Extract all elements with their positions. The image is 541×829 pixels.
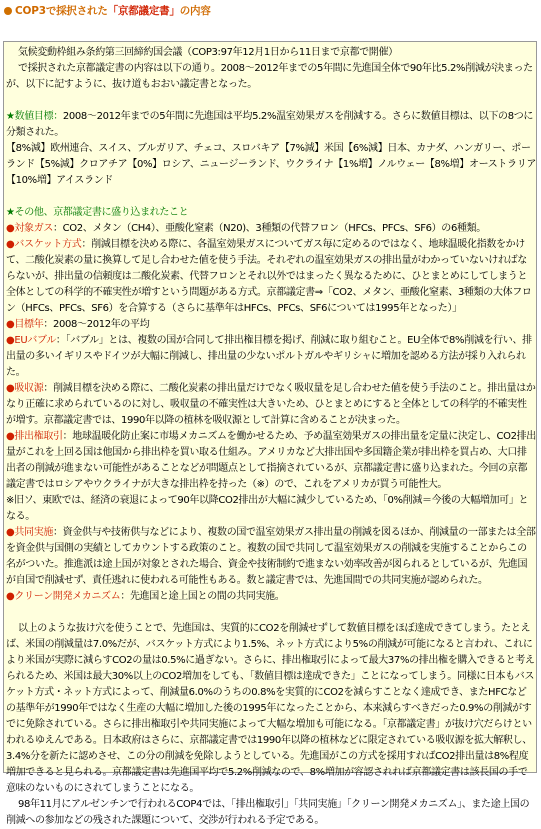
item-text: ：地球温暖化防止案に市場メカニズムを働かせるため、予め温室効果ガスの排出量を定量に決定し、CO2排出量がこれを上回る国は他国から排出枠を買い取る仕組み。アメリカなど大排出国や多国籍企業が排出枠を買占め、大口排出者の削減が進まない可能性があることなどが問題点として指摘されているが、京都議定書に盛り込まれた。今回の京都議定書ではロシアやウクライナが大きな排出枠を持った（※）ので、これをアメリカが買う可能性大。 xyxy=(6,431,536,490)
item-label: クリーン開発メカニズム xyxy=(14,591,121,602)
item-text: ：2008～2012年の平均 xyxy=(43,319,150,330)
page-title-text xyxy=(15,3,211,19)
bullet-icon: ● xyxy=(6,239,15,250)
others-heading: ★その他、京都議定書に盛り込まれたこと xyxy=(6,207,189,218)
bullet-icon: ● xyxy=(6,431,15,442)
item-text: ：CO2、メタン（CH4）、亜酸化窒素（N20)、3種類の代替フロン（HFCs、PFCs、SF6）の6種類。 xyxy=(53,223,486,234)
item-eu-bubble xyxy=(6,333,536,381)
item-footnote: ※旧ソ、東欧では、経済の衰退によって90年以降CO2排出が大幅に減少しているため、「0%削減＝今後の大幅増加可」となる。 xyxy=(6,495,529,522)
item-text: ：「バブル」とは、複数の国が合同して排出権目標を掲げ、削減に取り組むこと。EU全体で8%削減を行い、排出量の多いイギリスやドイツが大幅に削減し、排出量の少ないポルトガルやギリシャに増加を認める方法が採り入れられた。 xyxy=(6,335,532,378)
bullet-icon: ● xyxy=(6,319,15,330)
title-suffix: の内容 xyxy=(179,5,211,17)
bullet-icon: ● xyxy=(6,527,15,538)
item-label: 目標年 xyxy=(14,319,44,330)
intro-line-1: 気候変動枠組み条約第三回締約国会議（COP3:97年12月1日から11日まで京都で開催） xyxy=(18,47,398,58)
item-label: EUバブル xyxy=(14,335,56,346)
item-joint-implementation xyxy=(6,525,536,589)
item-label: 排出権取引 xyxy=(14,431,63,442)
bullet-icon: ● xyxy=(6,335,15,346)
bullet-icon: ● xyxy=(6,383,15,394)
item-text: ：資金供与や技術供与などにより、複数の国で温室効果ガス排出量の削減を図るほか、削減量の一部または全部を資金供与国側の実績としてカウントする政策のこと。複数の国で共同して温室効果ガスの削減を実施することからこの名がついた。推進派は途上国が対象とされた場合、資金や技術制約で進まない効率改善が図られるとしているが、先進国が自国で削減せず、責任逃れに使われる可能性もある。数と議定書では、先進国間での共同実施が認められた。 xyxy=(6,527,536,586)
page-title xyxy=(3,3,538,19)
targets-paragraph xyxy=(6,109,536,141)
item-text: ：先進国と途上国との間の共同実施。 xyxy=(120,591,285,602)
title-prefix: COP3で採択された xyxy=(15,5,108,17)
item-label: 対象ガス xyxy=(14,223,53,234)
spacer xyxy=(6,189,536,205)
title-quoted: 「京都議定書」 xyxy=(107,5,180,17)
targets-heading: ★数値目標： xyxy=(6,111,63,122)
item-label: 吸収源 xyxy=(14,383,44,394)
bullet-icon: ● xyxy=(6,591,15,602)
item-target-gases xyxy=(6,221,536,237)
item-clean-development xyxy=(6,589,536,605)
conclusion-paragraph: 以上のような抜け穴を使うことで、先進国は、実質的にCO2を削減せずして数値目標をほぼ達成できてしまう。たとえば、米国の削減量は7.0%だが、バスケット方式により1.5%、ネット方式により5%の削減が可能になると言われ、これにより米国が実際に減らすCO2の量は0.5%に過ぎない。さらに、排出権取引によって最大37%の排出権を購入できると考えられるため、米国は最大30%以上のCO2増加をしても、「数値目標は達成できた」ことになってしまう。同様に日本もバスケット方式・ネット方式によって、削減量6.0%のうちの0.8%を実質的にCO2を減らすことなく達成でき、またHFCなどの基準年が1990年ではなく生産の大幅に増加した後の1995年になったことから、本来減らすべきだった0.9%の削減がすでに免除されている。さらに排出権取引や共同実施によって大幅な増加も可能になる。「京都議定書」が抜け穴だらけといわれるゆえんである。日本政府はさらに、京都議定書では1990年以降の植林などに限定されている吸収源を拡大解釈し、3.4%分を新たに認めさせ、この分の削減を免除しようとしている。先進国がこの方式を採用すればCO2排出量は8%程度増加できると見られる。京都議定書は先進国平均で5.2%削減なので、8%増加が容認されれば京都議定書は該長国の手で意味のないものにされてしまうことになる。 xyxy=(6,623,535,794)
content-box xyxy=(3,41,537,826)
item-sinks xyxy=(6,381,536,429)
spacer xyxy=(6,93,536,109)
item-text: ：削減目標を決める際に、各温室効果ガスについてガス毎に定めるのではなく、地球温暖化指数をかけて、二酸化炭素の量に換算して足し合わせた値を使う手法。それぞれの温室効果ガスの排出量がわかっていないければならないが、排出量の信頼度は二酸化炭素、代替フロンとそれ以外ではまったく異なるために、ひとまとめにしてしまうと全体としての科学的不確実性が増すという問題がある方式。京都議定書⇒「CO2、メタン、亜酸化窒素、3種類の大体フロン（HFCs、PFCs、SF6）を合算する（さらに基準年はHFCs、PFCs、SF6については1995年となった）」 xyxy=(6,239,532,314)
item-target-year xyxy=(6,317,536,333)
spacer xyxy=(6,605,536,621)
bullet-icon: ● xyxy=(6,223,15,234)
item-label: バスケット方式 xyxy=(14,239,82,250)
intro-paragraph: で採択された京都議定書の内容は以下の通り。2008～2012年までの5年間に先進国全体で90年比5.2%削減が決まったが、以下に記すように、抜け道もおおい議定書となった。 xyxy=(6,63,533,90)
cop4-paragraph: 98年11月にアルゼンチンで行われるCOP4では、「排出権取引」「共同実施」「クリーン開発メカニズム」、また途上国の削減への参加などの残された課題について、交渉が行われる予定である。 xyxy=(6,799,530,826)
targets-text: 2008～2012年までの5年間に先進国は平均5.2%温室効果ガスを削減する。さらに数値目標は、以下の8つに分類された。 xyxy=(6,111,534,138)
item-emissions-trading xyxy=(6,429,536,493)
item-text: ：削減目標を決める際に、二酸化炭素の排出量だけでなく吸収量を足し合わせた値を使う手法のこと。排出量はかなり正確に求められているのに対し、吸収量の不確実性は大きいため、ひとまとめにすると全体としての科学的不確実性が増す。京都議定書では、1990年以降の植林を吸収源として計算に含めることが決まった。 xyxy=(6,383,536,426)
bullet-dot-icon xyxy=(4,7,12,15)
item-basket-method xyxy=(6,237,536,317)
item-label: 共同実施 xyxy=(14,527,53,538)
targets-groups: 【8%減】欧州連合、スイス、ブルガリア、チェコ、スロバキア【7%減】米国【6%減】日本、カナダ、ハンガリー、ポーランド【5%減】クロアチア【0%】ロシア、ニュージーランド、ウクライナ【1%増】ノルウェー【8%増】オーストラリア【10%増】アイスランド xyxy=(6,143,537,186)
